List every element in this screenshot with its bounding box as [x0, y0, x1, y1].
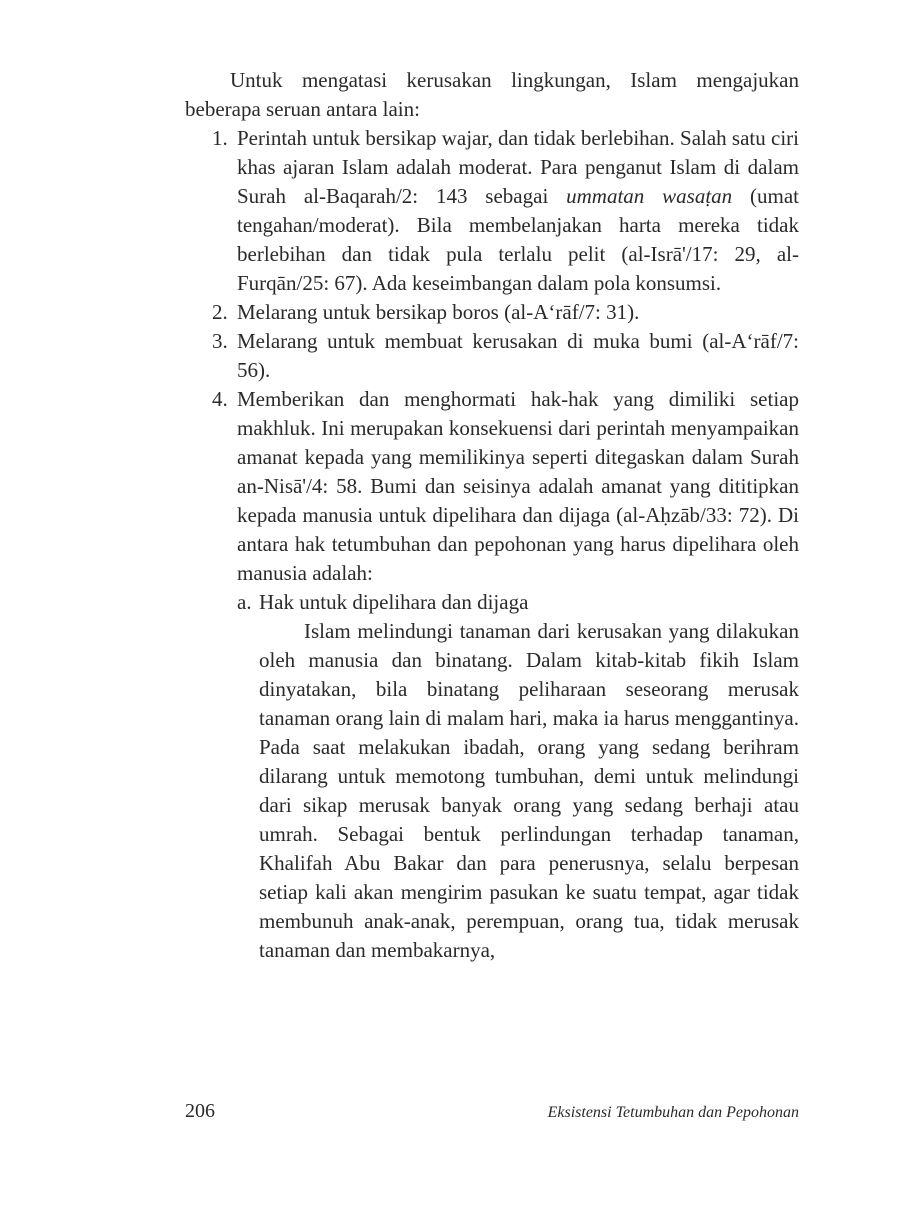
item-text: Melarang untuk membuat kerusakan di muka bumi (al-A‘rāf/7: 56).: [237, 329, 799, 382]
item-text-after: (umat tengahan/moderat). Bila membelanjakan harta mereka tidak berlebihan dan tidak pula terlalu pelit (al-Isrā'/17: 29, al-Furqān/25: 67). Ada keseimbangan dalam pola konsumsi.: [237, 184, 800, 295]
running-title: Eksistensi Tetumbuhan dan Pepohonan: [547, 1104, 799, 1121]
sub-list-letter: a.: [237, 590, 252, 614]
list-number: 1.: [212, 126, 228, 150]
sub-paragraph: Islam melindungi tanaman dari kerusakan yang dilakukan oleh manusia dan binatang. Dalam kitab-kitab fikih Islam dinyatakan, bila binatang peliharaan seseorang merusak tanaman orang lain di malam hari, maka ia harus menggantinya. Pada saat melakukan ibadah, orang yang sedang berihram dilarang untuk memotong tumbuhan, demi untuk melindungi dari sikap merusak banyak orang yang sedang berhaji atau umrah. Sebagai bentuk perlindungan terhadap tanaman, Khalifah Abu Bakar dan para penerusnya, selalu berpesan setiap kali akan mengirim pasukan ke suatu tempat, agar tidak membunuh anak-anak, perempuan, orang tua, tidak merusak tanaman dan membakarnya,: [259, 619, 799, 962]
list-number: 4.: [212, 387, 228, 411]
list-item: [185, 124, 799, 298]
sub-heading: Hak untuk dipelihara dan dijaga: [259, 590, 529, 614]
list-item: [185, 298, 799, 327]
main-list: [185, 124, 799, 965]
sub-list: [237, 588, 799, 965]
list-item: [185, 327, 799, 385]
intro-paragraph: Untuk mengatasi kerusakan lingkungan, Islam mengajukan beberapa seruan antara lain:: [185, 68, 799, 121]
sub-list-item: [237, 588, 799, 965]
item-text: Memberikan dan menghormati hak-hak yang dimiliki setiap makhluk. Ini merupakan konsekuensi dari perintah menyampaikan amanat kepada yang memilikinya seperti ditegaskan dalam Surah an-Nisā'/4: 58. Bumi dan seisinya adalah amanat yang dititipkan kepada manusia untuk dipelihara dan dijaga (al-Aḥzāb/33: 72). Di antara hak tetumbuhan dan pepohonan yang harus dipelihara oleh manusia adalah:: [237, 387, 799, 585]
item-text-before: Perintah untuk bersikap wajar, dan tidak berlebihan. Salah satu ciri khas ajaran Islam adalah moderat. Para penganut Islam di dalam Surah al-Baqarah/2: 143 sebagai: [237, 126, 799, 208]
page-number: 206: [185, 1100, 215, 1122]
list-number: 3.: [212, 329, 228, 353]
list-number: 2.: [212, 300, 228, 324]
list-item: [185, 385, 799, 965]
page-footer: [185, 1100, 799, 1123]
item-text: Melarang untuk bersikap boros (al-A‘rāf/7: 31).: [237, 300, 640, 324]
item-text-italic: ummatan wasaṭan: [566, 184, 733, 208]
body-text: [185, 66, 799, 965]
